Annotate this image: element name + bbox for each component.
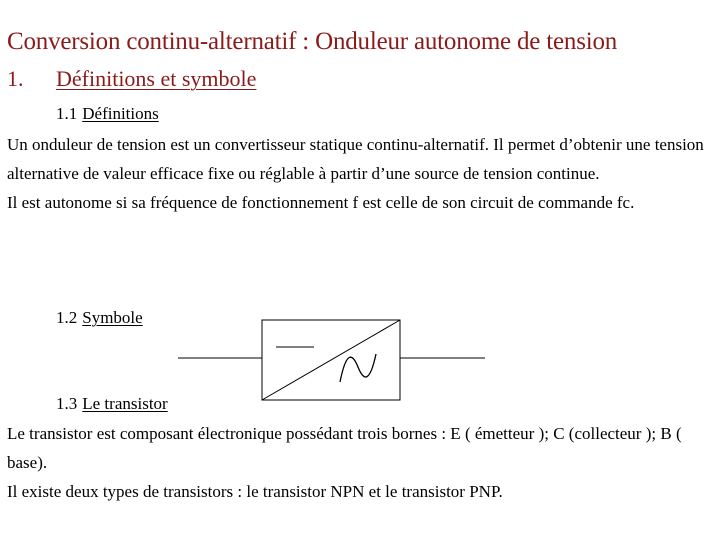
definition-paragraph: Un onduleur de tension est un convertisseur statique continu-alternatif. Il permet d’obtenir une tension alternative de valeur efficace fixe ou réglable à partir d’une source de tension continue. <box>7 135 704 183</box>
subsection-number: 1.1 <box>56 104 78 123</box>
subsection-transistor-heading <box>56 394 168 414</box>
subsection-definitions-heading <box>56 104 159 124</box>
subsection-title: Le transistor <box>82 394 168 413</box>
transistor-paragraph: Le transistor est composant électronique possédant trois bornes : E ( émetteur ); C (collecteur ); B ( base). <box>7 424 682 472</box>
transistor-types-paragraph: Il existe deux types de transistors : le transistor NPN et le transistor PNP. <box>7 482 503 501</box>
transistor-body <box>7 419 707 506</box>
inverter-symbol <box>178 318 488 404</box>
sine-wave-icon <box>340 354 376 382</box>
section-title: Définitions et symbole <box>56 66 257 91</box>
subsection-number: 1.3 <box>56 394 78 413</box>
subsection-number: 1.2 <box>56 308 78 327</box>
subsection-title: Définitions <box>82 104 159 123</box>
autonomy-paragraph: Il est autonome si sa fréquence de fonctionnement f est celle de son circuit de commande fc. <box>7 193 635 212</box>
definitions-body <box>7 130 707 217</box>
subsection-title: Symbole <box>82 308 143 327</box>
subsection-symbol-heading <box>56 308 143 328</box>
section-number: 1. <box>7 66 24 91</box>
slide-title: Conversion continu-alternatif : Onduleur autonome de tension <box>7 28 618 55</box>
diagonal-divider <box>262 320 400 400</box>
